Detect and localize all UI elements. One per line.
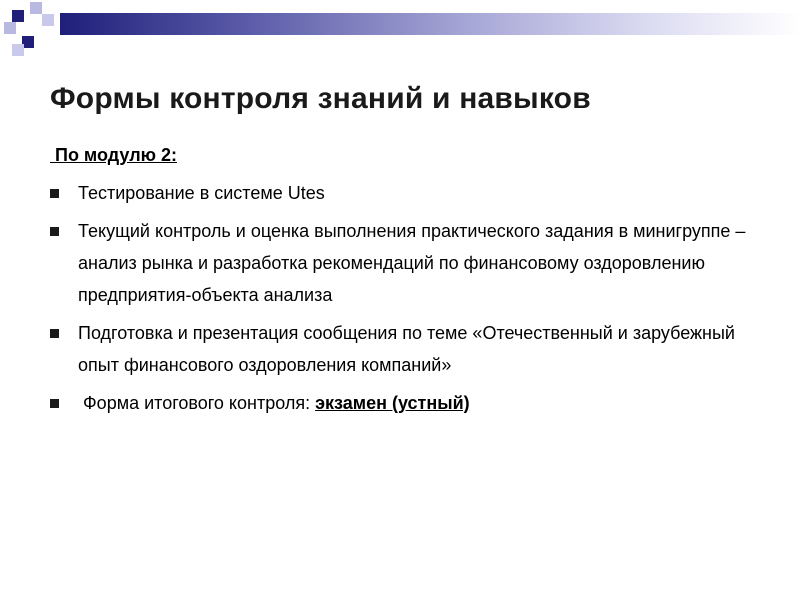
bullet-text: Подготовка и презентация сообщения по теме «Отечественный и зарубежный опыт финансового оздоровления компаний» <box>78 323 735 375</box>
bullet-text: Тестирование в системе Utes <box>78 183 325 203</box>
bullet-list <box>48 177 748 425</box>
exam-form-emphasis: экзамен (устный) <box>315 393 470 413</box>
decor-square <box>30 2 42 14</box>
bullet-square-icon <box>50 189 59 198</box>
list-item <box>48 177 748 209</box>
bullet-text: Текущий контроль и оценка выполнения практического задания в минигруппе – анализ рынка и разработка рекомендаций по финансовому оздоровлению предприятия-объекта анализа <box>78 221 746 305</box>
decor-square <box>12 44 24 56</box>
decor-square <box>4 22 16 34</box>
bullet-square-icon <box>50 227 59 236</box>
list-item <box>48 317 748 381</box>
bullet-square-icon <box>50 329 59 338</box>
decor-square <box>12 10 24 22</box>
decor-gradient-bar <box>60 13 800 35</box>
bullet-square-icon <box>50 399 59 408</box>
decor-square <box>42 14 54 26</box>
list-item <box>48 387 748 419</box>
header-decoration <box>0 0 800 60</box>
bullet-text-prefix: Форма итогового контроля: <box>78 393 316 413</box>
module-subheading: По модулю 2: <box>50 145 178 165</box>
list-item <box>48 215 748 311</box>
slide-title: Формы контроля знаний и навыков <box>50 82 591 115</box>
